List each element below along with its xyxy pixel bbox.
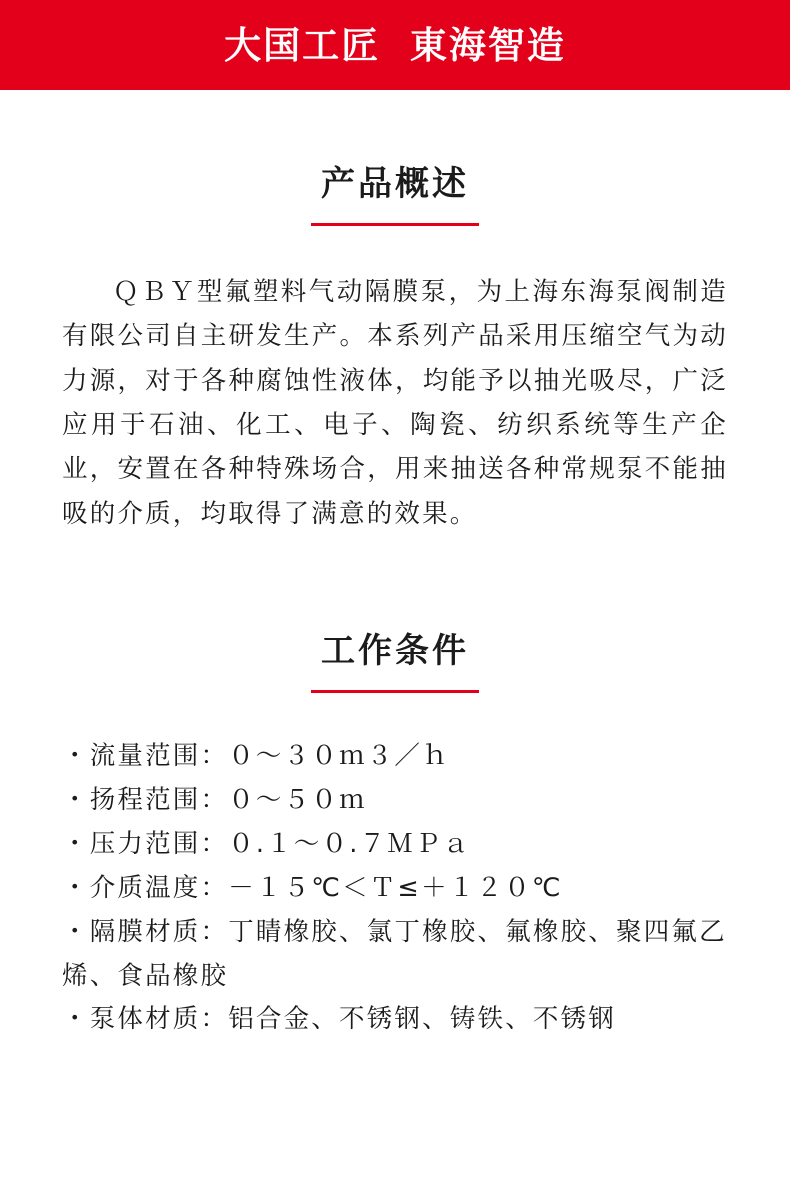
spacer-bottom: [0, 1042, 790, 1082]
list-item: ・隔膜材质：丁睛橡胶、氯丁橡胶、氟橡胶、聚四氟乙烯、食品橡胶: [62, 916, 727, 991]
overview-paragraph: ＱＢＹ型氟塑料气动隔膜泵，为上海东海泵阀制造有限公司自主研发生产。本系列产品采用压缩空气为动力源，对于各种腐蚀性液体，均能予以抽光吸尽，广泛应用于石油、化工、电子、陶瓷、纺织系统等生产企业，安置在各种特殊场合，用来抽送各种常规泵不能抽吸的介质，均取得了满意的效果。: [62, 276, 728, 529]
list-item: ・压力范围：０.１～０.７ＭＰａ: [62, 828, 471, 859]
conditions-title: 工作条件: [321, 631, 469, 672]
spacer-top: [0, 90, 790, 164]
list-item: ・扬程范围：０～５０ｍ: [62, 785, 367, 816]
overview-heading-block: [62, 164, 728, 226]
spacer-between-sections: [0, 561, 790, 631]
list-item: ・流量范围：０～３０ｍ３／ｈ: [62, 741, 450, 772]
overview-title: 产品概述: [321, 164, 469, 204]
section-overview: [0, 164, 790, 536]
overview-title-underline: [311, 223, 479, 226]
section-working-conditions: [0, 631, 790, 1042]
conditions-heading-block: [62, 631, 728, 693]
conditions-title-underline: [311, 690, 479, 693]
banner-title: 大国工匠 東海智造: [224, 23, 566, 67]
conditions-list: [62, 735, 728, 1042]
list-item: ・泵体材质：铝合金、不锈钢、铸铁、不锈钢: [62, 1004, 617, 1035]
list-item: ・介质温度：－１５℃＜Ｔ≤＋１２０℃: [62, 872, 563, 903]
top-banner: [0, 0, 790, 90]
